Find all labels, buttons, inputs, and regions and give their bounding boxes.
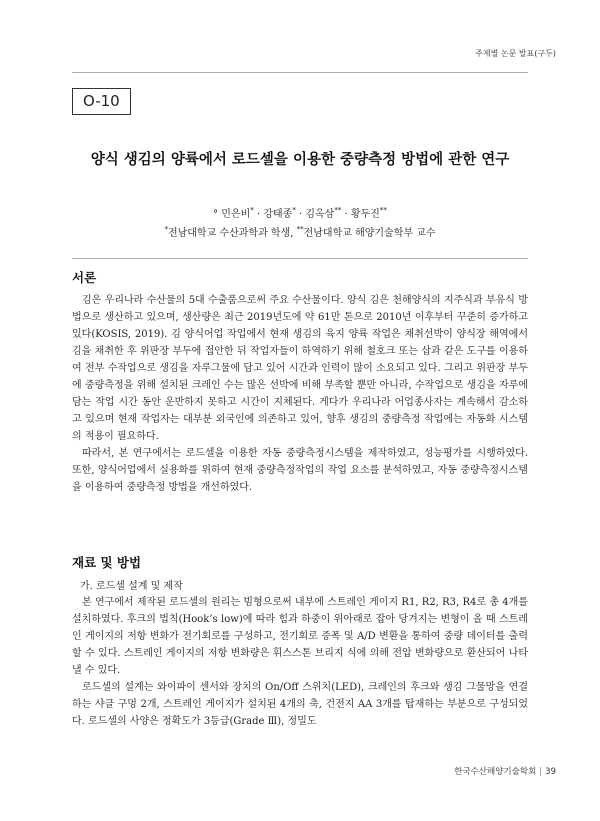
page-footer [454,765,556,777]
author-line [0,205,600,220]
page-number: 39 [545,767,556,777]
affiliation-mark: * [164,225,168,234]
author-name: 김옥삼 [305,209,335,220]
abstract-code-box: O-10 [72,88,131,115]
paper-title: 양식 생김의 양륙에서 로드셀을 이용한 중량측정 방법에 관한 연구 [90,151,510,168]
section-heading-methods: 재료 및 방법 [72,555,142,570]
author-marker: ° [213,209,222,220]
section-divider [72,258,528,259]
top-rule [72,72,528,73]
intro-body [72,292,528,496]
running-header: 주제별 논문 발표(구두) [475,49,556,58]
methods-body [72,594,528,730]
section-heading-intro: 서론 [72,270,97,285]
affiliation-mark: * [250,206,254,215]
paragraph: 김은 우리나라 수산물의 5대 수출품으로써 주요 수산물이다. 양식 김은 천해양식의 지주식과 부유식 방법으로 생산하고 있으며, 생산량은 최근 2019년도에 약 61만 톤으로 2010년 이후부터 꾸준히 증가하고 있다(KOSIS, 2019). 김 양식어업 작업에서 현재 생김의 육지 양륙 작업은 채취선박이 양식장 해역에서 김을 채취한 후 위판장 부두에 접안한 뒤 작업자들이 하역하기 위해 철호크 또는 삽과 같은 도구를 이용하여 전부 수작업으로 생김을 자루그물에 담고 있어 시간과 인력이 많이 소요되고 있다. 그리고 위판장 부두에 중량측정을 위해 설치된 크레인 수는 많은 선박에 비해 부족할 뿐만 아니라, 수작업으로 생김을 자루에 담는 작업 시간 동안 운반하지 못하고 시간이 지체된다. 게다가 우리나라 어업종사자는 계속해서 감소하고 있으며 현재 작업자는 대부분 외국인에 의존하고 있어, 향후 생김의 중량측정 작업에는 자동화 시스템의 적용이 필요하다. [72,295,528,442]
author-name: 황두진 [350,209,380,220]
paragraph: 따라서, 본 연구에서는 로드셀을 이용한 자동 중량측정시스템을 제작하였고, 성능평가를 시행하였다. 또한, 양식어업에서 실용화를 위하여 현재 중량측정작업의 작업 요소를 분석하였고, 자동 중량측정시스템을 이용하여 중량측정 방법을 개선하였다. [72,448,528,493]
affiliation-mark: ** [296,225,304,234]
affiliation-mark: ** [334,206,342,215]
author-separator: · [295,209,306,220]
paragraph: 로드셀의 설계는 와이파이 센서와 장치의 On/Off 스위치(LED), 크레인의 후크와 생김 그물망을 연결하는 샤클 구멍 2개, 스트레인 게이지가 설치된 4개의 축, 건전지 AA 3개를 탑재하는 부분으로 구성되었다. 로드셀의 사양은 정확도가 3등급(Grade Ⅲ), 정밀도 [72,682,528,727]
author-name: 강태종 [263,209,293,220]
affiliation-line [0,224,600,239]
affiliation-mark: ** [379,206,387,215]
subsection-heading: 가. 로드셀 설계 및 제작 [80,581,183,592]
affiliation-mark: * [292,206,296,215]
affiliation-text: 전남대학교 수산과학과 학생, [167,228,297,239]
affiliation-text: 전남대학교 해양기술학부 교수 [303,228,436,239]
author-separator: · [253,209,264,220]
paragraph: 본 연구에서 제작된 로드셀의 원리는 빔형으로써 내부에 스트레인 게이지 R1, R2, R3, R4로 총 4개를 설치하였다. 후크의 법칙(Hook’s low)에 따라 힘과 하중이 위아래로 잡아 당겨지는 변형이 올 때 스트레인 게이지의 저항 변화가 전기회로를 구성하고, 전기회로 증폭 및 A/D 변환을 통하여 중량 데이터를 출력할 수 있다. 스트레인 게이지의 저항 변화량은 휘스스톤 브리지 식에 의해 전압 변화량으로 환산되어 나타낼 수 있다. [72,597,528,676]
author-name: 민은비 [221,209,251,220]
journal-name: 한국수산해양기술학회 [454,767,537,777]
author-separator: · [341,209,351,220]
footer-separator: | [539,767,543,777]
